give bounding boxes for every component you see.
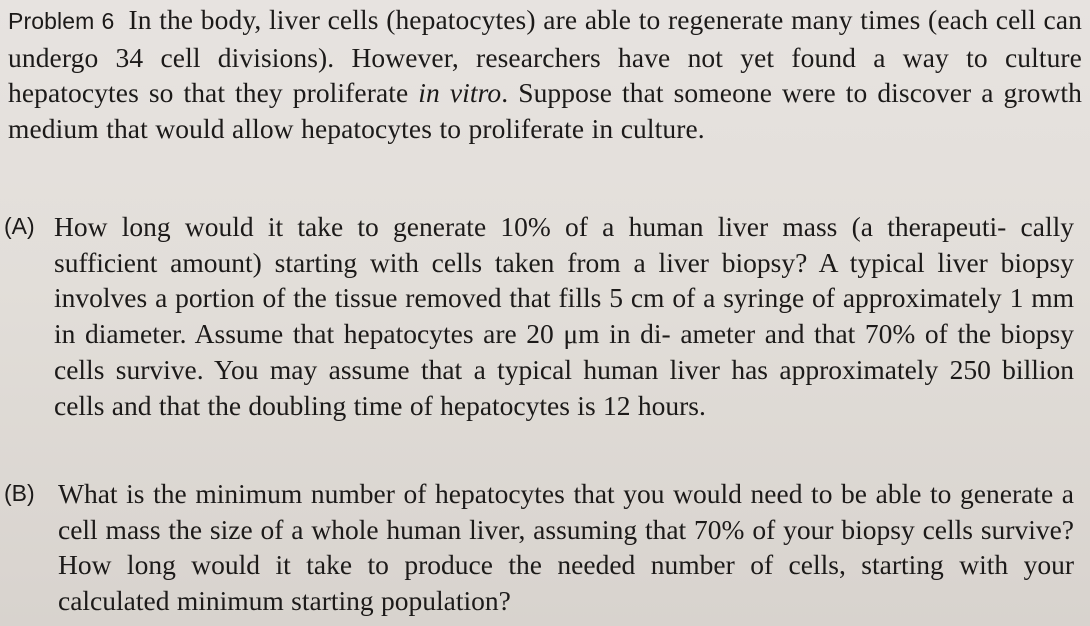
- problem-intro-text-end: . Suppose that someone were to discover a growth medium that would allow hepatocytes to proliferate in culture.: [8, 77, 1083, 144]
- problem-intro-text: In the body, liver cells (hepatocytes) are able to regenerate many times (each cell can undergo 34 cell divisions). However, researchers have not yet found a way to culture hepatocytes so that they proliferate: [8, 4, 1082, 108]
- part-b-label: (B): [4, 480, 35, 506]
- part-b: [4, 476, 1074, 619]
- part-a-label: (A): [4, 213, 35, 239]
- problem-label: Problem 6: [8, 8, 115, 34]
- part-a: [4, 209, 1074, 423]
- part-a-text: How long would it take to generate 10% of a human liver mass (a therapeuti- cally sufficient amount) starting with cells taken from a liver biopsy? A typical liver biopsy involves a portion of the tissue removed that fills 5 cm of a syringe of approximately 1 mm in diameter. Assume that hepatocytes are 20 μm in di- ameter and that 70% of the biopsy cells survive. You may assume that a typical human liver has approximately 250 billion cells and that the doubling time of hepatocytes is 12 hours.: [54, 211, 1074, 421]
- problem-statement: [8, 2, 1082, 146]
- part-b-text: What is the minimum number of hepatocytes that you would need to be able to generate a cell mass the size of a whole human liver, assuming that 70% of your biopsy cells survive? How long would it take to produce the needed number of cells, starting with your calculated minimum starting population?: [58, 478, 1074, 617]
- problem-intro: [8, 4, 1082, 144]
- problem-intro-italic: in vitro: [418, 77, 502, 108]
